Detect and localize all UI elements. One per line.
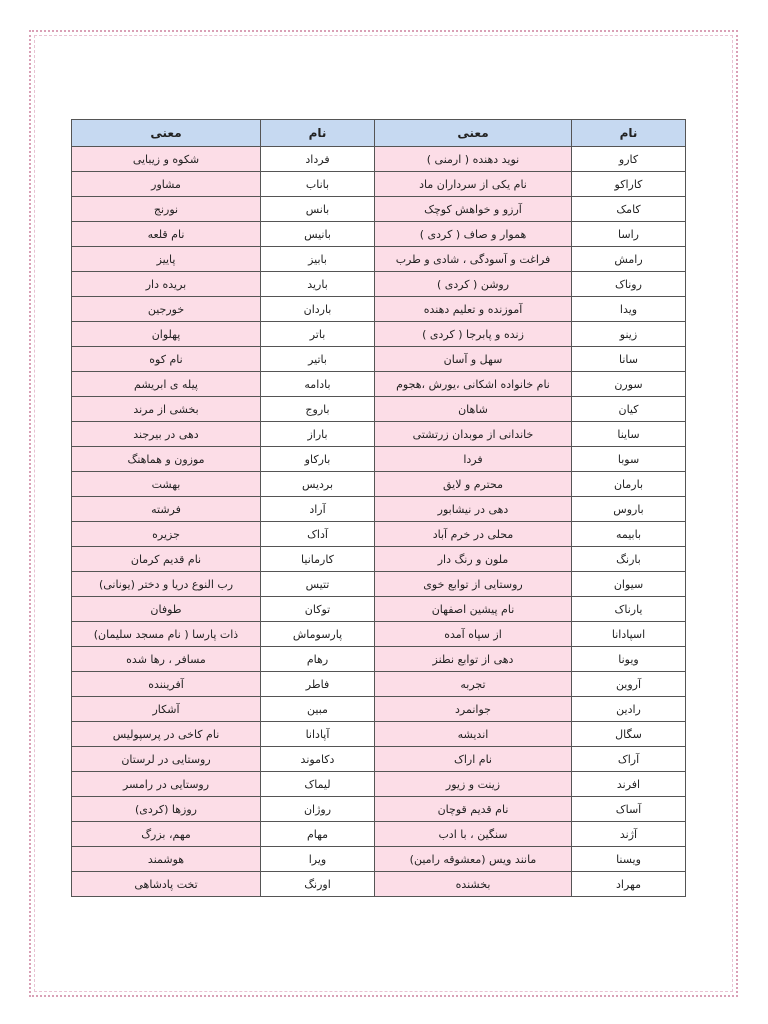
table-row	[72, 197, 686, 222]
names-table	[71, 119, 686, 897]
meaning-cell: آموزنده و تعلیم دهنده	[375, 297, 572, 322]
name-cell: رامش	[572, 247, 686, 272]
name-cell: بارمان	[572, 472, 686, 497]
meaning-cell: نام اراک	[375, 747, 572, 772]
meaning-cell: مشاور	[72, 172, 261, 197]
name-cell: مهام	[261, 822, 375, 847]
name-cell: سوبا	[572, 447, 686, 472]
meaning-cell: زینت و زیور	[375, 772, 572, 797]
meaning-cell: آرزو و خواهش کوچک	[375, 197, 572, 222]
table-row	[72, 872, 686, 897]
table-row	[72, 547, 686, 572]
table-body	[72, 147, 686, 897]
meaning-cell: خورجین	[72, 297, 261, 322]
table-row	[72, 672, 686, 697]
meaning-cell: دهی از توابع نطنز	[375, 647, 572, 672]
table-row	[72, 222, 686, 247]
name-cell: کارمانیا	[261, 547, 375, 572]
name-cell: باتر	[261, 322, 375, 347]
meaning-cell: روستایی در لرستان	[72, 747, 261, 772]
meaning-cell: نام خانواده اشکانی ،یورش ،هجوم	[375, 372, 572, 397]
table-row	[72, 247, 686, 272]
name-cell: باناب	[261, 172, 375, 197]
header-name-2: نام	[261, 120, 375, 147]
name-cell: ویسنا	[572, 847, 686, 872]
meaning-cell: بریده دار	[72, 272, 261, 297]
meaning-cell: از سپاه آمده	[375, 622, 572, 647]
meaning-cell: فراغت و آسودگی ، شادی و طرب	[375, 247, 572, 272]
table-row	[72, 647, 686, 672]
name-cell: مبین	[261, 697, 375, 722]
table-row	[72, 297, 686, 322]
table-row	[72, 447, 686, 472]
meaning-cell: شاهان	[375, 397, 572, 422]
name-cell: توکان	[261, 597, 375, 622]
meaning-cell: محلی در خرم آباد	[375, 522, 572, 547]
name-cell: بانس	[261, 197, 375, 222]
table-row	[72, 272, 686, 297]
meaning-cell: دهی در نیشابور	[375, 497, 572, 522]
table-row	[72, 797, 686, 822]
table-row	[72, 822, 686, 847]
meaning-cell: پاییز	[72, 247, 261, 272]
meaning-cell: پیله ی ابریشم	[72, 372, 261, 397]
table-row	[72, 472, 686, 497]
meaning-cell: نام قدیم کرمان	[72, 547, 261, 572]
table-row	[72, 372, 686, 397]
meaning-cell: زنده و پابرجا ( کردی )	[375, 322, 572, 347]
meaning-cell: نام کوه	[72, 347, 261, 372]
name-cell: آداک	[261, 522, 375, 547]
name-cell: سگال	[572, 722, 686, 747]
meaning-cell: آفریننده	[72, 672, 261, 697]
meaning-cell: فردا	[375, 447, 572, 472]
meaning-cell: طوفان	[72, 597, 261, 622]
meaning-cell: اندیشه	[375, 722, 572, 747]
meaning-cell: تجربه	[375, 672, 572, 697]
meaning-cell: جوانمرد	[375, 697, 572, 722]
name-cell: سورن	[572, 372, 686, 397]
name-cell: تتیس	[261, 572, 375, 597]
meaning-cell: نوید دهنده ( ارمنی )	[375, 147, 572, 172]
name-cell: باتیر	[261, 347, 375, 372]
name-cell: فاطر	[261, 672, 375, 697]
meaning-cell: آشکار	[72, 697, 261, 722]
name-cell: مهراد	[572, 872, 686, 897]
meaning-cell: رب النوع دریا و دختر (یونانی)	[72, 572, 261, 597]
header-meaning-2: معنی	[72, 120, 261, 147]
table-row	[72, 422, 686, 447]
table-row	[72, 522, 686, 547]
header-meaning-1: معنی	[375, 120, 572, 147]
name-cell: یارناک	[572, 597, 686, 622]
header-row	[72, 120, 686, 147]
meaning-cell: جزیره	[72, 522, 261, 547]
name-cell: آراد	[261, 497, 375, 522]
name-cell: باروس	[572, 497, 686, 522]
meaning-cell: مسافر ، رها شده	[72, 647, 261, 672]
name-cell: ساینا	[572, 422, 686, 447]
meaning-cell: روزها (کردی)	[72, 797, 261, 822]
table-row	[72, 697, 686, 722]
table-row	[72, 572, 686, 597]
meaning-cell: مهم، بزرگ	[72, 822, 261, 847]
meaning-cell: بخشی از مرند	[72, 397, 261, 422]
name-cell: آپادانا	[261, 722, 375, 747]
name-cell: اورنگ	[261, 872, 375, 897]
name-cell: سانا	[572, 347, 686, 372]
meaning-cell: خاندانی از موبدان زرتشتی	[375, 422, 572, 447]
meaning-cell: ملون و رنگ دار	[375, 547, 572, 572]
meaning-cell: فرشته	[72, 497, 261, 522]
name-cell: رادین	[572, 697, 686, 722]
table-row	[72, 147, 686, 172]
name-cell: روناک	[572, 272, 686, 297]
table-row	[72, 847, 686, 872]
name-cell: دکاموند	[261, 747, 375, 772]
meaning-cell: مانند ویس (معشوقه رامین)	[375, 847, 572, 872]
name-cell: اسپادانا	[572, 622, 686, 647]
name-cell: راسا	[572, 222, 686, 247]
name-cell: سیوان	[572, 572, 686, 597]
header-name-1: نام	[572, 120, 686, 147]
table-row	[72, 597, 686, 622]
table-row	[72, 772, 686, 797]
name-cell: بارنگ	[572, 547, 686, 572]
meaning-cell: تخت پادشاهی	[72, 872, 261, 897]
table-row	[72, 172, 686, 197]
meaning-cell: نام قدیم قوچان	[375, 797, 572, 822]
name-cell: ویدا	[572, 297, 686, 322]
table-row	[72, 622, 686, 647]
name-cell: بادامه	[261, 372, 375, 397]
meaning-cell: بخشنده	[375, 872, 572, 897]
name-cell: لیماک	[261, 772, 375, 797]
meaning-cell: نام یکی از سرداران ماد	[375, 172, 572, 197]
meaning-cell: ذات پارسا ( نام مسجد سلیمان)	[72, 622, 261, 647]
meaning-cell: روستایی از توابع خوی	[375, 572, 572, 597]
name-cell: فرداد	[261, 147, 375, 172]
meaning-cell: هوشمند	[72, 847, 261, 872]
name-cell: بابیز	[261, 247, 375, 272]
table-row	[72, 397, 686, 422]
meaning-cell: نام کاخی در پرسپولیس	[72, 722, 261, 747]
meaning-cell: بهشت	[72, 472, 261, 497]
name-cell: بارید	[261, 272, 375, 297]
name-cell: آساک	[572, 797, 686, 822]
name-cell: زینو	[572, 322, 686, 347]
table-row	[72, 497, 686, 522]
meaning-cell: روشن ( کردی )	[375, 272, 572, 297]
meaning-cell: نام پیشین اصفهان	[375, 597, 572, 622]
name-cell: آروین	[572, 672, 686, 697]
name-cell: پارسوماش	[261, 622, 375, 647]
meaning-cell: روستایی در رامسر	[72, 772, 261, 797]
meaning-cell: نورنج	[72, 197, 261, 222]
name-cell: بابیمه	[572, 522, 686, 547]
name-cell: افرند	[572, 772, 686, 797]
meaning-cell: شکوه و زیبایی	[72, 147, 261, 172]
meaning-cell: سنگین ، با ادب	[375, 822, 572, 847]
name-cell: بانیس	[261, 222, 375, 247]
name-cell: رهام	[261, 647, 375, 672]
table-row	[72, 722, 686, 747]
name-cell: کیان	[572, 397, 686, 422]
name-cell: بارکاو	[261, 447, 375, 472]
name-cell: ویرا	[261, 847, 375, 872]
name-cell: باروج	[261, 397, 375, 422]
name-cell: بردیس	[261, 472, 375, 497]
name-cell: آراک	[572, 747, 686, 772]
name-cell: باردان	[261, 297, 375, 322]
meaning-cell: نام قلعه	[72, 222, 261, 247]
name-cell: کامک	[572, 197, 686, 222]
meaning-cell: پهلوان	[72, 322, 261, 347]
table-row	[72, 347, 686, 372]
name-cell: باراز	[261, 422, 375, 447]
name-cell: کاراکو	[572, 172, 686, 197]
name-cell: کارو	[572, 147, 686, 172]
name-cell: آژند	[572, 822, 686, 847]
meaning-cell: هموار و صاف ( کردی )	[375, 222, 572, 247]
table-row	[72, 747, 686, 772]
table-row	[72, 322, 686, 347]
name-cell: روژان	[261, 797, 375, 822]
name-cell: ویونا	[572, 647, 686, 672]
meaning-cell: محترم و لایق	[375, 472, 572, 497]
meaning-cell: سهل و آسان	[375, 347, 572, 372]
meaning-cell: موزون و هماهنگ	[72, 447, 261, 472]
meaning-cell: دهی در بیرجند	[72, 422, 261, 447]
